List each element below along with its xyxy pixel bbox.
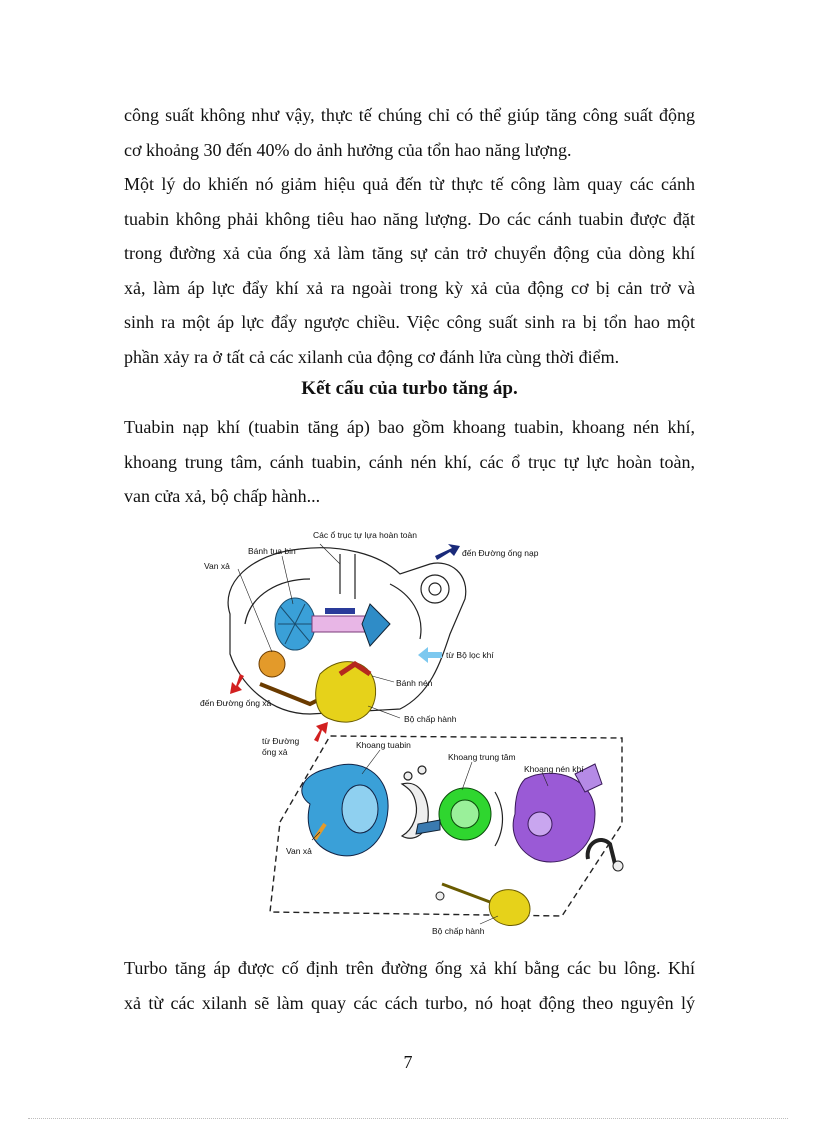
paragraph-mounting — [124, 951, 695, 1020]
paragraph-continuation — [124, 98, 695, 167]
wastegate-valve-upper — [259, 651, 285, 677]
label-to-exhaust: đến Đường ống xả — [200, 698, 272, 708]
label-actuator-lower: Bộ chấp hành — [432, 926, 485, 936]
arrow-to-intake — [435, 544, 460, 560]
turbine-housing — [302, 764, 388, 856]
text-line: tuabin không phải không tiêu hao năng lượng. Do các cánh tuabin được đặt — [124, 208, 695, 229]
text-line: xả, làm áp lực đẩy khí xả ra ngoài trong kỳ xả của động cơ bị cản trở và — [124, 277, 695, 298]
label-turbine-housing: Khoang tuabin — [356, 740, 411, 750]
seal-ring — [495, 792, 503, 846]
paragraph-efficiency-loss — [124, 167, 695, 374]
paragraph-components — [124, 410, 695, 514]
footer-rule — [28, 1118, 788, 1119]
actuator-lower — [436, 884, 530, 926]
label-bearings: Các ổ trục tự lựa hoàn toàn — [313, 530, 417, 540]
text-line: phần xảy ra ở tất cả các xilanh của động cơ đánh lửa cùng thời điểm. — [124, 346, 620, 367]
page-number: 7 — [403, 1052, 413, 1072]
label-from-air-filter: từ Bộ lọc khí — [446, 650, 494, 660]
text-line: cơ khoảng 30 đến 40% do ảnh hưởng của tổn hao năng lượng. — [124, 139, 572, 160]
label-compressor-housing: Khoang nén khí — [524, 764, 584, 774]
arrow-from-air-filter — [418, 647, 442, 663]
compressor-wheel — [362, 604, 390, 646]
label-from-exhaust-line1: từ Đường — [262, 736, 300, 746]
label-center-housing: Khoang trung tâm — [448, 752, 516, 762]
label-wastegate-upper: Van xả — [204, 561, 230, 571]
arrow-from-exhaust — [314, 722, 328, 742]
label-from-exhaust-line2: ống xả — [262, 747, 288, 757]
arrow-to-exhaust — [230, 674, 244, 694]
label-wastegate-lower: Van xả — [286, 846, 312, 856]
turbine-wheel — [275, 598, 315, 650]
text-line: Tuabin nạp khí (tuabin tăng áp) bao gồm khoang tuabin, khoang nén khí, — [124, 417, 695, 437]
turbocharger-illustration — [190, 524, 630, 944]
pipe-nut — [613, 861, 623, 871]
turbocharger-diagram — [190, 524, 630, 944]
text-line: Turbo tăng áp được cố định trên đường ống xả khí bằng các bu lông. Khí — [124, 958, 695, 978]
text-line: Một lý do khiến nó giảm hiệu quả đến từ thực tế công làm quay các cánh — [124, 174, 695, 194]
text-line: công suất không như vậy, thực tế chúng chỉ có thể giúp tăng công suất động — [124, 105, 695, 125]
text-line: xả từ các xilanh sẽ làm quay các cách turbo, nó hoạt động theo nguyên lý — [124, 992, 695, 1013]
oil-pipe — [588, 840, 615, 864]
text-line: sinh ra một áp lực đẩy ngược chiều. Việc công suất sinh ra bị tổn hao một — [124, 312, 695, 332]
label-turbine-wheel: Bánh tua bin — [248, 546, 296, 556]
label-actuator-upper: Bộ chấp hành — [404, 714, 457, 724]
label-compressor-wheel: Bánh nén — [396, 678, 433, 688]
text-line: van cửa xả, bộ chấp hành... — [124, 486, 321, 506]
text-line: khoang trung tâm, cánh tuabin, cánh nén khí, các ổ trục tự lực hoàn toàn, — [124, 451, 695, 472]
bearing-band — [325, 608, 355, 614]
section-heading: Kết cấu của turbo tăng áp. — [301, 378, 518, 399]
text-line: trong đường xả của ống xả làm tăng sự cản trở chuyển động của dòng khí — [124, 243, 695, 263]
label-to-intake: đến Đường ống nạp — [462, 548, 539, 558]
